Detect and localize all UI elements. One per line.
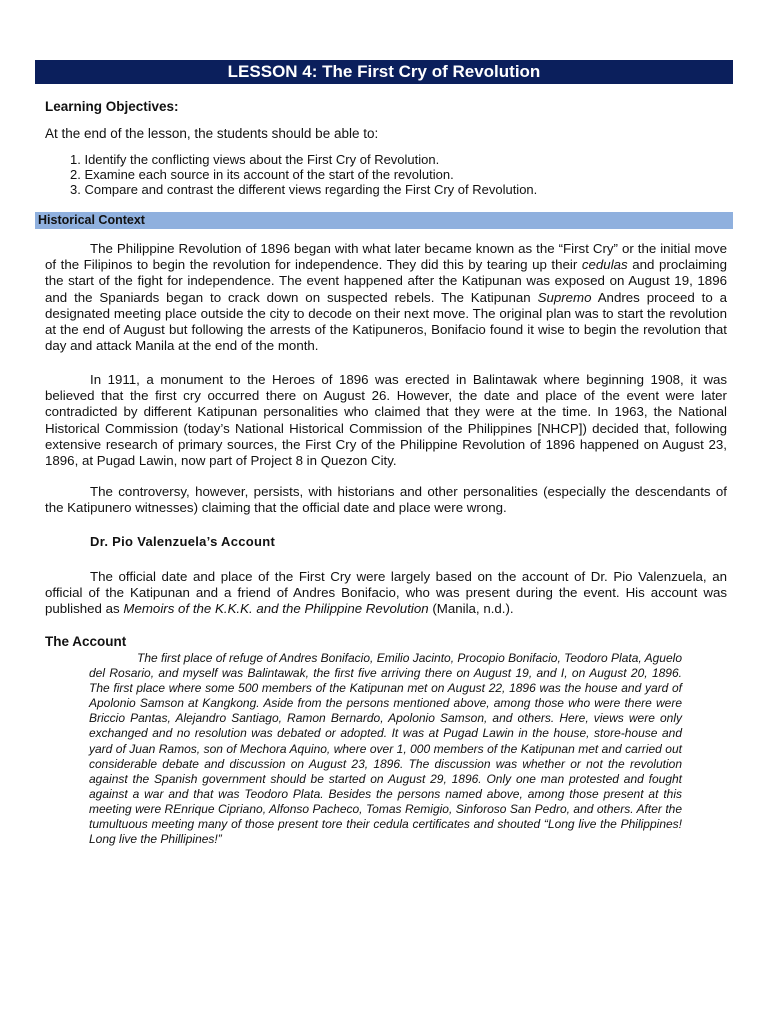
objective-item: 1. Identify the conflicting views about the First Cry of Revolution. (70, 152, 440, 167)
objectives-intro: At the end of the lesson, the students should be able to: (45, 126, 379, 141)
context-paragraph-1 (45, 241, 727, 354)
account-heading: The Account (45, 634, 127, 649)
lesson-title: LESSON 4: The First Cry of Revolution (35, 60, 733, 84)
section-label: Historical Context (38, 213, 145, 227)
text-run: The Philippine Revolution of 1896 began with what later became known as the “First Cry” or the initial move of the Filipinos to begin the revolution for independence. They did this by tearing up their (45, 241, 727, 273)
text-run-italic: cedulas (581, 257, 628, 273)
paragraph-text: The controversy, however, persists, with historians and other personalities (especially the descendants of the Katipunero witnesses) claiming that the official date and place were wrong. (45, 484, 727, 516)
paragraph-text: In 1911, a monument to the Heroes of 1896 was erected in Balintawak where beginning 1908, it was believed that the first cry occurred there on August 26. However, the date and place of the event were later contradicted by different Katipunan personalities who claimed that they were at the time. In 1963, the National Historical Commission (today’s National Historical Commission of the Philippines [NHCP]) decided that, following extensive research of primary sources, the First Cry of the Philippine Revolution of 1896 happened on August 23, 1896, at Pugad Lawin, now part of Project 8 in Quezon City. (45, 372, 727, 469)
objectives-list (70, 152, 537, 197)
text-run-italic: Supremo (537, 289, 592, 305)
valenzuela-heading: Dr. Pio Valenzuela’s Account (90, 534, 276, 549)
objectives-heading: Learning Objectives: (45, 99, 179, 114)
historical-context-heading (35, 212, 733, 229)
text-run: The official date and place of the First Cry were largely based on the account of Dr. Pio Valenzuela, an official of the Katipunan and a friend of Andres Bonifacio, who was present during the event. His account was published as (45, 569, 727, 617)
text-run: (Manila, n.d.). (428, 601, 514, 617)
objective-item: 3. Compare and contrast the different views regarding the First Cry of Revolution. (70, 182, 538, 197)
text-run: and proclaiming the start of the fight for independence. The event happened after the Katipunan was exposed on August 19, 1896 and the Spaniards began to crack down on suspected rebels. The Katipunan (45, 257, 727, 305)
book-title: Memoirs of the K.K.K. and the Philippine Revolution (123, 601, 429, 617)
context-paragraph-3 (45, 484, 727, 516)
context-paragraph-2 (45, 372, 727, 469)
valenzuela-paragraph (45, 569, 727, 618)
account-quote (89, 651, 682, 847)
text-run: Andres proceed to a designated meeting place outside the city to decode on their next move. The original plan was to start the revolution at the end of August but following the arrests of the Katipuneros, Bonifacio found it wise to begin the revolution that day and attack Manila at the end of the month. (45, 289, 727, 354)
objective-item: 2. Examine each source in its account of the start of the revolution. (70, 167, 454, 182)
quote-text: The first place of refuge of Andres Bonifacio, Emilio Jacinto, Procopio Bonifacio, Teodoro Plata, Aguelo del Rosario, and myself was Balintawak, the first five arriving there on August 19, and I, on August 20, 1896. The first place where some 500 members of the Katipunan met on August 22, 1896 was the house and yard of Apolonio Samson at Kangkong. Aside from the persons mentioned above, among those who were there were Briccio Pantas, Alejandro Santiago, Ramon Bernardo, Apolonio Samson, and others. Here, views were only exchanged and no resolution was debated or adopted. It was at Pugad Lawin in the house, store-house and yard of Juan Ramos, son of Mechora Aquino, where over 1, 000 members of the Katipunan met and carried out considerable debate and discussion on August 23, 1896. The discussion was whether or not the revolution against the Spanish government should be started on August 29, 1896. Only one man protested and fought against a war and that was Teodoro Plata. Besides the persons named above, among those present at this meeting were REnrique Cipriano, Alfonso Pacheco, Tomas Remigio, Sinforoso San Pedro, and others. After the tumultuous meeting many of those present tore their cedula certificates and shouted “Long live the Philippines! Long live the Phillipines!” (89, 651, 682, 847)
